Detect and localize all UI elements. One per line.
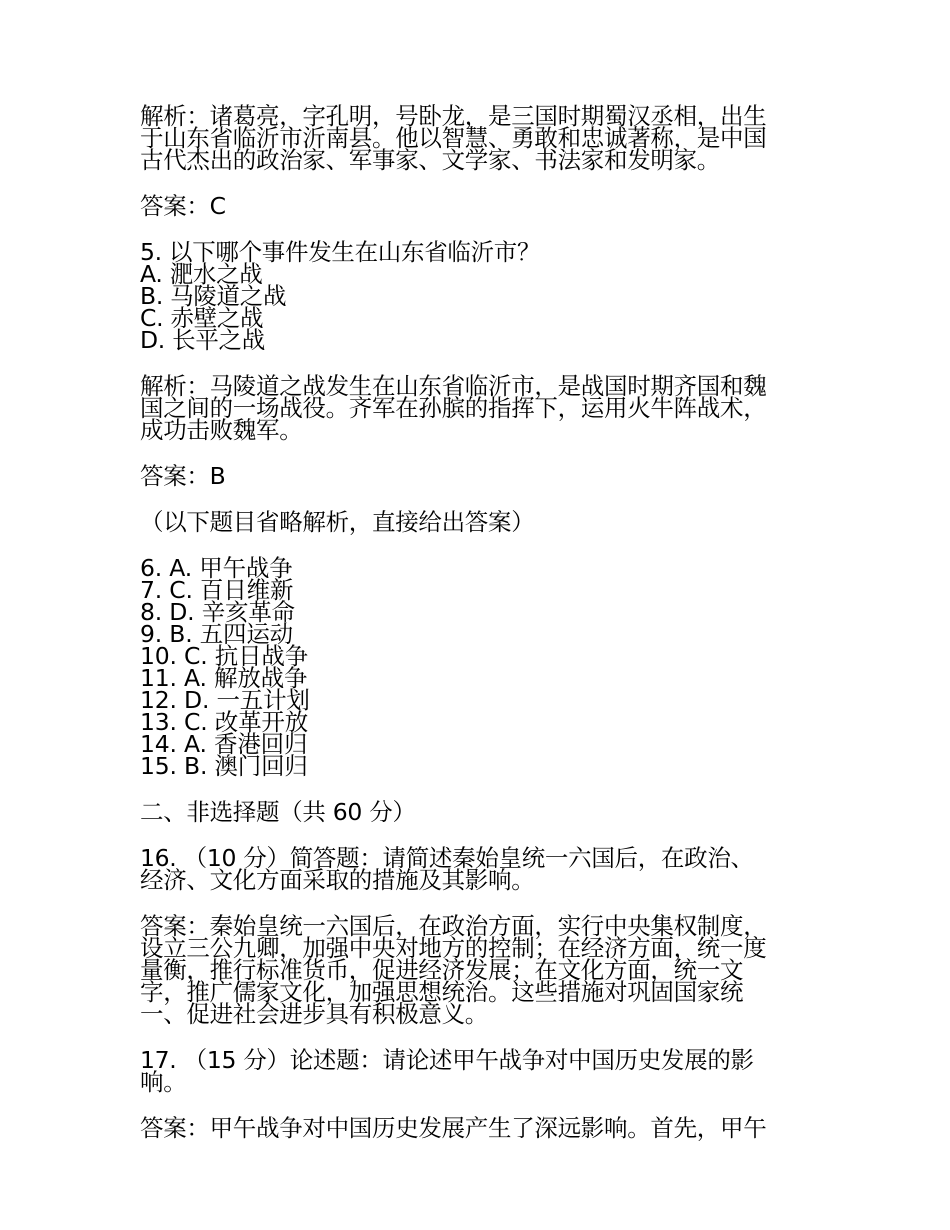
- q5-analysis: [140, 372, 815, 444]
- q4-analysis-line-3: 古代杰出的政治家、军事家、文学家、书法家和发明家。: [140, 146, 720, 174]
- answer-item-10: 10. C. 抗日战争: [140, 642, 308, 670]
- answer-item-6: 6. A. 甲午战争: [140, 554, 293, 582]
- q5-analysis-line-3: 成功击败魏军。: [140, 416, 303, 444]
- document-page: [140, 102, 815, 1163]
- q16-line-2: 经济、文化方面采取的措施及其影响。: [140, 866, 535, 894]
- q16-answer-line-5: 一、促进社会进步具有积极意义。: [140, 1000, 488, 1028]
- q16-answer-line-1: 答案：秦始皇统一六国后，在政治方面，实行中央集权制度，: [140, 912, 767, 940]
- q5-answer: [140, 462, 815, 490]
- answer-item-13: 13. C. 改革开放: [140, 708, 308, 736]
- q5-question: 5. 以下哪个事件发生在山东省临沂市？: [140, 238, 541, 266]
- answer-item-9: 9. B. 五四运动: [140, 620, 293, 648]
- q16-answer-line-2: 设立三公九卿，加强中央对地方的控制；在经济方面，统一度: [140, 934, 767, 962]
- q17-answer-line-1: 答案：甲午战争对中国历史发展产生了深远影响。首先，甲午: [140, 1114, 767, 1142]
- q17-answer: [140, 1114, 815, 1142]
- omit-note-text: （以下题目省略解析，直接给出答案）: [140, 508, 535, 536]
- q5-analysis-line-2: 国之间的一场战役。齐军在孙膑的指挥下，运用火牛阵战术，: [140, 394, 767, 422]
- q5-option-c: C. 赤壁之战: [140, 304, 264, 332]
- q16-line-1: 16. （10 分）简答题：请简述秦始皇统一六国后，在政治、: [140, 844, 754, 872]
- section-2-heading: [140, 798, 815, 826]
- q4-answer-text: 答案：C: [140, 192, 226, 220]
- q5-option-d: D. 长平之战: [140, 326, 265, 354]
- answer-item-14: 14. A. 香港回归: [140, 730, 308, 758]
- q5-answer-text: 答案：B: [140, 462, 226, 490]
- q17-line-2: 响。: [140, 1068, 187, 1096]
- q16-answer: [140, 912, 815, 1028]
- q17-question: [140, 1046, 815, 1096]
- q17-line-1: 17. （15 分）论述题：请论述甲午战争对中国历史发展的影: [140, 1046, 754, 1074]
- q5-option-a: A. 淝水之战: [140, 260, 263, 288]
- q4-analysis-line-1: 解析：诸葛亮，字孔明，号卧龙，是三国时期蜀汉丞相，出生: [140, 102, 767, 130]
- q4-analysis-line-2: 于山东省临沂市沂南县。他以智慧、勇敢和忠诚著称，是中国: [140, 124, 767, 152]
- answer-item-7: 7. C. 百日维新: [140, 576, 294, 604]
- q5-block: [140, 238, 815, 354]
- q5-analysis-line-1: 解析：马陵道之战发生在山东省临沂市，是战国时期齐国和魏: [140, 372, 767, 400]
- q16-question: [140, 844, 815, 894]
- answer-item-15: 15. B. 澳门回归: [140, 752, 308, 780]
- q5-option-b: B. 马陵道之战: [140, 282, 287, 310]
- answer-list: [140, 554, 815, 780]
- answer-item-12: 12. D. 一五计划: [140, 686, 310, 714]
- q16-answer-line-4: 字，推广儒家文化，加强思想统治。这些措施对巩固国家统: [140, 978, 744, 1006]
- answer-item-8: 8. D. 辛亥革命: [140, 598, 295, 626]
- omit-note: [140, 508, 815, 536]
- section-2-heading-text: 二、非选择题（共 60 分）: [140, 798, 416, 826]
- q16-answer-line-3: 量衡，推行标准货币，促进经济发展；在文化方面，统一文: [140, 956, 744, 984]
- q4-answer: [140, 192, 815, 220]
- q4-analysis: [140, 102, 815, 174]
- answer-item-11: 11. A. 解放战争: [140, 664, 308, 692]
